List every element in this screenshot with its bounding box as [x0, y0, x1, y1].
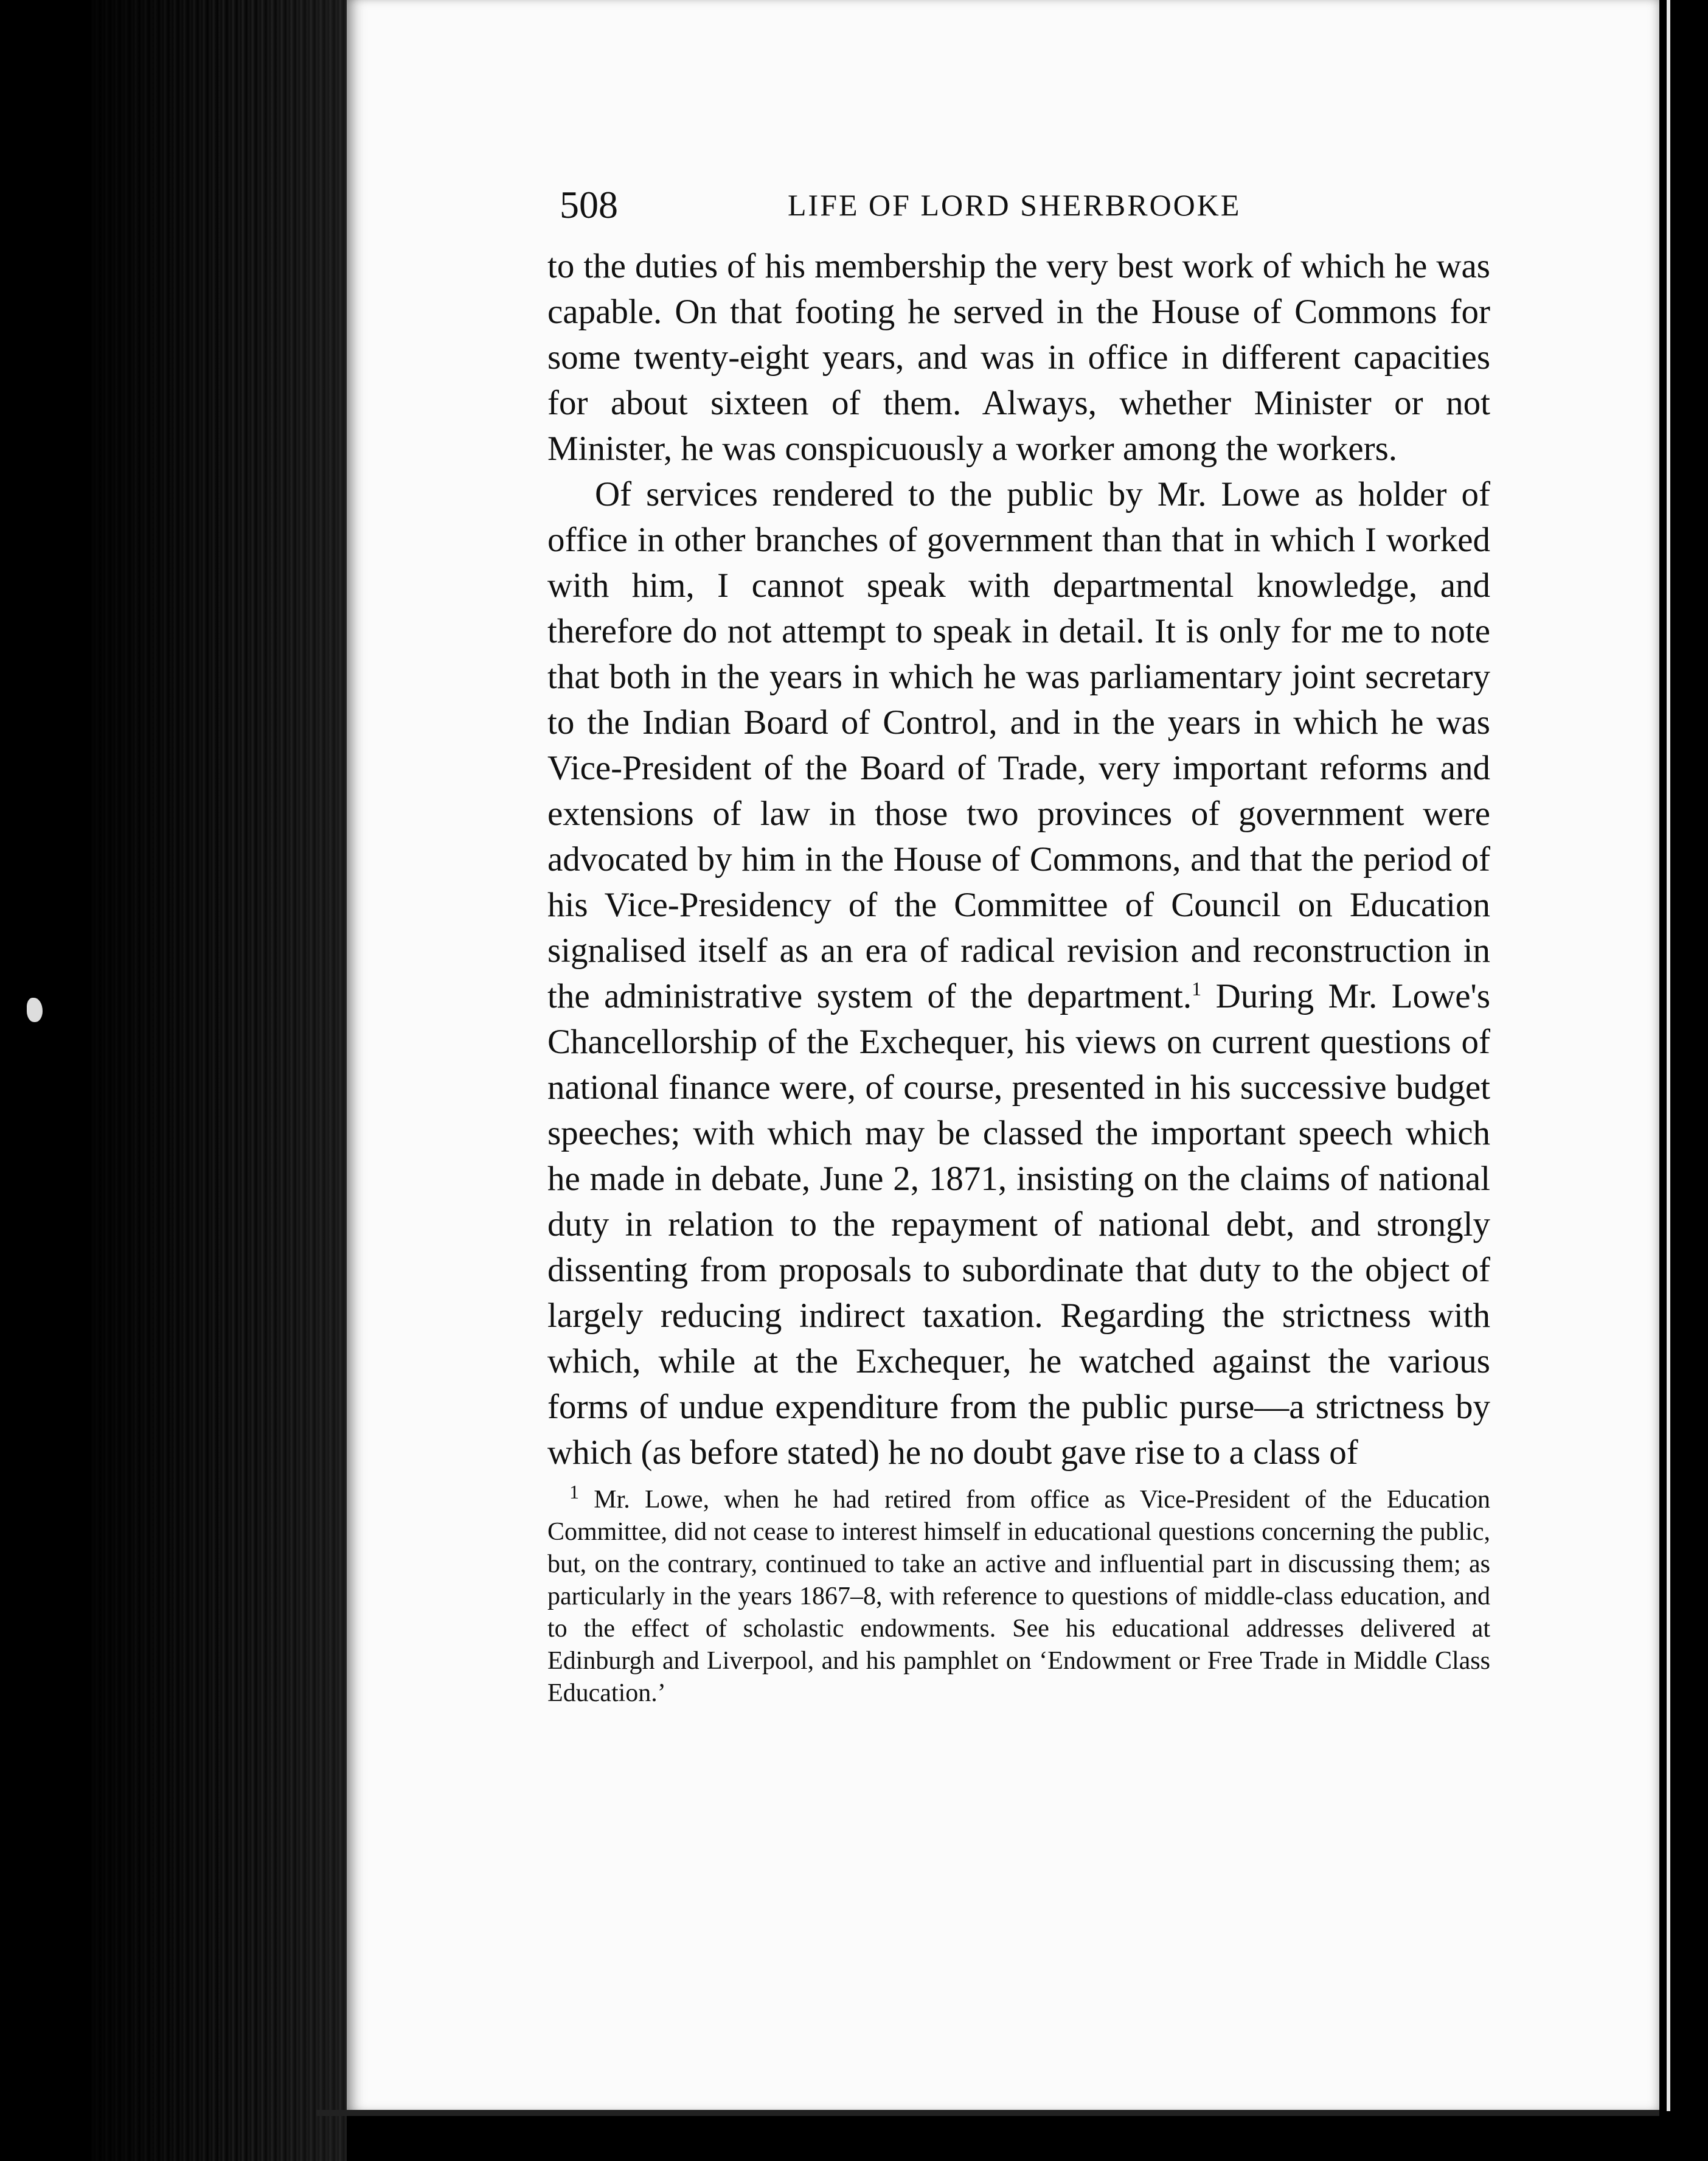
footnote-text: Mr. Lowe, when he had retired from office as Vice-President of the Education Committee, did not cease to interest himself in educational questions concerning the public, but, on the contrary, continued to take an active and influential part in discussing them; as particularly in the years 1867–8, with reference to questions of middle-class education, and to the effect of scholastic endowments. See his educational addresses delivered at Edinburgh and Liverpool, and his pamphlet on ‘Endowment or Free Trade in Middle Class Education.’ — [547, 1486, 1490, 1707]
paragraph-1: to the duties of his membership the very best work of which he was capable. On that footing he served in the House of Commons for some twenty-eight years, and was in office in different capacities for about sixteen of them. Always, whether Minister or not Minister, he was conspicuously a worker among the workers. — [547, 247, 1490, 468]
fore-edge-shadow — [91, 0, 347, 2161]
text-block — [547, 183, 1490, 1710]
scan-artifact-mark — [27, 998, 43, 1022]
footnote-reference: 1 — [1192, 978, 1202, 1000]
footnote-marker: 1 — [569, 1481, 579, 1503]
footnote — [547, 1481, 1490, 1710]
paragraph-2-continuation: During Mr. Lowe's Chancellorship of the Exchequer, his views on current questions of national finance were, of course, presented in his successive budget speeches; with which may be classed the important speech which he made in debate, June 2, 1871, insisting on the claims of national duty in relation to the repayment of national debt, and strongly dissenting from proposals to subordinate that duty to the object of largely reducing indirect taxation. Regarding the strictness with which, while at the Exchequer, he watched against the various forms of undue expenditure from the public purse—a strictness by which (as before stated) he no doubt gave rise to a class of — [547, 977, 1491, 1472]
paragraph-2-text: Of services rendered to the public by Mr. Lowe as holder of office in other branches of government than that in which I worked with him, I cannot speak with departmental knowledge, and therefore do not attempt to speak in detail. It is only for me to note that both in the years in which he was parliamentary joint secretary to the Indian Board of Control, and in the years in which he was Vice-President of the Board of Trade, very important reforms and extensions of law in those two provinces of government were advocated by him in the House of Commons, and that the period of his Vice-Presidency of the Committee of Council on Education signalised itself as an era of radical revision and reconstruction in the administrative system of the department. — [547, 475, 1490, 1015]
running-title: LIFE OF LORD SHERBROOKE — [788, 188, 1241, 222]
page-number: 508 — [560, 183, 618, 226]
body-text — [547, 243, 1490, 1475]
running-head — [547, 183, 1490, 237]
page-bottom-edge — [316, 2110, 1661, 2116]
right-page-edge-line — [1667, 0, 1670, 2111]
paragraph-2 — [547, 472, 1490, 1475]
